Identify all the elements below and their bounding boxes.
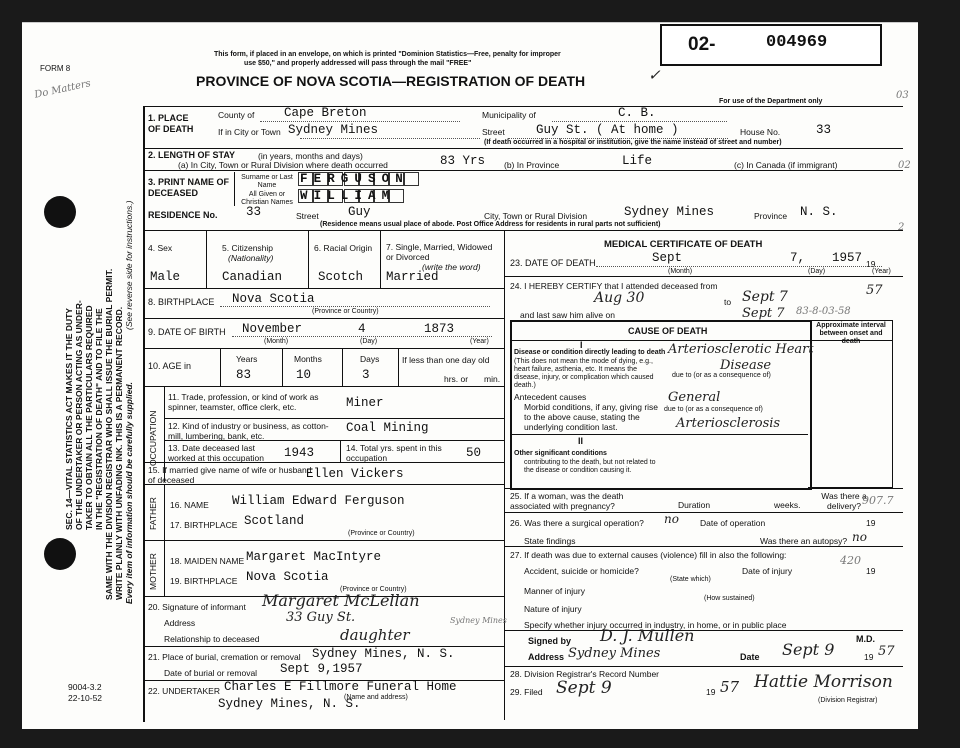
mother-name-label: 18. MAIDEN NAME <box>170 556 245 566</box>
hours-label: hrs. or <box>444 374 469 384</box>
father-name-value: William Edward Ferguson <box>232 494 405 508</box>
mother-birthplace-hint: (Province or Country) <box>340 586 407 593</box>
dob-month: November <box>242 322 303 336</box>
stay-b-label: (b) In Province <box>504 160 560 170</box>
direct-cause-label: Disease or condition directly leading to death <box>514 349 666 356</box>
residence-label: RESIDENCE No. <box>148 210 218 220</box>
form-code-1: 9004-3.2 <box>68 682 102 692</box>
due-to-2: due to (or as a consequence of) <box>664 406 763 413</box>
part-one-label: I <box>580 340 583 350</box>
length-of-stay-label: 2. LENGTH OF STAY <box>148 150 236 160</box>
operation-century: 19 <box>866 518 876 528</box>
citizenship-sub: (Nationality) <box>228 253 274 263</box>
given-names-value: WILLIAM <box>300 189 396 203</box>
residence-street-value: Guy <box>348 205 371 219</box>
autopsy-label: Was there an autopsy? <box>760 536 848 546</box>
last-seen-value: Sept 7 <box>742 306 785 321</box>
registration-number: 004969 <box>766 33 828 52</box>
delivery-note: 907.7 <box>862 494 894 507</box>
marital-label: 7. Single, Married, Widowed or Divorced <box>386 242 493 262</box>
last-worked-value: 1943 <box>284 446 315 460</box>
due-to-1: due to (or as a consequence of) <box>672 372 771 379</box>
dod-year-hint: (Year) <box>872 268 891 275</box>
side-warning-8: (See reverse side for instructions.) <box>124 200 134 330</box>
father-birthplace-value: Scotland <box>244 514 305 528</box>
cause-title: CAUSE OF DEATH <box>628 326 708 336</box>
dob-day-hint: (Day) <box>360 338 378 345</box>
dod-year: 1957 <box>832 251 863 265</box>
industry-value: Coal Mining <box>346 421 429 435</box>
city-value: Sydney Mines <box>288 123 379 137</box>
spouse-value: Ellen Vickers <box>306 467 404 481</box>
print-name-label: 3. PRINT NAME OF DECEASED <box>148 177 230 198</box>
father-birthplace-hint: (Province or Country) <box>348 530 415 537</box>
doctor-date-century: 19 <box>864 652 874 662</box>
envelope-note-1: This form, if placed in an envelope, on which is printed "Dominion Statistics—Free, penalty for improper <box>214 51 561 58</box>
doctor-date-label: Date <box>740 652 760 662</box>
birthplace-value: Nova Scotia <box>232 292 315 306</box>
spouse-label: 15. If married give name of wife or husband of deceased <box>148 465 312 485</box>
burial-date-label: Date of burial or removal <box>164 668 258 678</box>
doctor-address-value: Sydney Mines <box>568 646 661 661</box>
cause-a-value: Arteriosclerotic Heart <box>668 342 814 357</box>
side-warning-3: TAKER TO OBTAIN ALL THE PARTICULARS REQUIRED <box>84 305 94 530</box>
margin-code: 02 <box>898 160 911 171</box>
signed-by-value: D. J. Mullen <box>600 626 695 645</box>
informant-address-town: Sydney Mines <box>450 616 507 625</box>
form-title: PROVINCE OF NOVA SCOTIA—REGISTRATION OF DEATH <box>196 73 586 89</box>
other-conditions-label: Other significant conditions <box>514 450 607 457</box>
findings-label: State findings <box>524 536 576 546</box>
doctor-address-label: Address <box>528 652 565 662</box>
relationship-label: Relationship to deceased <box>164 634 260 644</box>
undertaker-label: 22. UNDERTAKER <box>148 686 220 696</box>
municipality-value: C. B. <box>618 106 656 120</box>
industry-label: 12. Kind of industry or business, as cotton-mill, lumbering, bank, etc. <box>168 421 329 441</box>
informant-address-label: Address <box>164 618 196 628</box>
surgical-label: 26. Was there a surgical operation? <box>510 518 644 528</box>
house-no-value: 33 <box>816 123 832 137</box>
place-of-death-label: 1. PLACE OF DEATH <box>148 113 194 134</box>
undertaker-hint: (Name and address) <box>344 694 408 701</box>
length-of-stay-sub: (in years, months and days) <box>258 151 363 161</box>
trade-value: Miner <box>346 396 384 410</box>
envelope-note-2: use $50," and properly addressed will pass through the mail "FREE" <box>244 60 472 67</box>
dod-month-hint: (Month) <box>668 268 693 275</box>
street-value: Guy St. ( At home ) <box>536 123 679 137</box>
doctor-date-value: Sept 9 <box>782 640 835 659</box>
injury-date-label: Date of injury <box>742 566 793 576</box>
relationship-value: daughter <box>340 626 410 644</box>
father-side-label: FATHER <box>148 497 158 530</box>
weeks-label: weeks. <box>774 500 801 510</box>
occupation-side-label: OCCUPATION <box>148 410 158 466</box>
stay-a-label: (a) In City, Town or Rural Division where death occurred <box>178 160 388 170</box>
form-code-2: 22-10-52 <box>68 693 103 703</box>
last-worked-label: 13. Date deceased last worked at this occupation <box>168 443 264 463</box>
dod-month: Sept <box>652 251 683 265</box>
last-seen-note: 83-8-03-58 <box>796 306 851 317</box>
filed-label: 29. Filed <box>510 687 543 697</box>
other-conditions-desc: contributing to the death, but not related to the disease or condition causing it. <box>524 459 656 474</box>
side-warning-1: SEC. 14—VITAL STATISTICS ACT MAKES IT THE DUTY <box>64 308 74 530</box>
birthplace-label: 8. BIRTHPLACE <box>148 297 215 307</box>
residence-city-label: City, Town or Rural Division <box>484 211 588 221</box>
part-two-label: II <box>578 436 584 446</box>
department-use-note: For use of the Department only <box>719 98 823 105</box>
cause-c-value: Arteriosclerosis <box>676 416 781 431</box>
county-label: County of <box>218 110 255 120</box>
informant-label: 20. Signature of informant <box>148 602 246 612</box>
registration-prefix: 02- <box>688 34 716 55</box>
stay-b-value: Life <box>622 154 653 168</box>
undertaker-value: Charles E Fillmore Funeral Home <box>224 680 457 694</box>
age-days-label: Days <box>360 354 380 364</box>
state-which-hint: (State which) <box>670 576 711 583</box>
stay-a-value: 83 Yrs <box>440 154 486 168</box>
cause-a-value-2: Disease <box>720 358 772 373</box>
mother-birthplace-label: 19. BIRTHPLACE <box>170 576 238 586</box>
father-name-label: 16. NAME <box>170 500 209 510</box>
house-no-label: House No. <box>740 127 781 137</box>
registrar-signature: Hattie Morrison <box>754 672 893 692</box>
citizenship-label: 5. Citizenship <box>222 243 274 253</box>
registrar-hint: (Division Registrar) <box>818 697 878 704</box>
racial-origin-value: Scotch <box>318 270 364 284</box>
registration-number-box <box>660 24 882 66</box>
dob-month-hint: (Month) <box>264 338 289 345</box>
age-months-label: Months <box>294 354 322 364</box>
binder-hole-bottom <box>44 538 76 570</box>
pregnancy-label: 25. If a woman, was the death associated with pregnancy? <box>510 491 624 511</box>
dod-day-hint: (Day) <box>808 268 826 275</box>
antecedent-desc: Morbid conditions, if any, giving rise to the above cause, stating the underlying condition last. <box>524 402 659 432</box>
date-of-death-label: 23. DATE OF DEATH <box>510 258 596 268</box>
province-value: N. S. <box>800 205 838 219</box>
undertaker-address: Sydney Mines, N. S. <box>218 697 361 711</box>
specify-label: Specify whether injury occurred in industry, in home, or in public place <box>524 620 787 630</box>
nature-label: Nature of injury <box>524 604 582 614</box>
residence-city-value: Sydney Mines <box>624 205 715 219</box>
antecedent-label: Antecedent causes <box>514 392 587 402</box>
age-months-value: 10 <box>296 368 312 382</box>
surname-value: FERGUSON <box>300 172 409 186</box>
informant-address-value: 33 Guy St. <box>286 610 356 625</box>
birthplace-hint: (Province or Country) <box>312 308 379 315</box>
dob-label: 9. DATE OF BIRTH <box>148 327 226 337</box>
md-label: M.D. <box>856 634 875 644</box>
age-years-value: 83 <box>236 368 252 382</box>
informant-signature: Margaret McLellan <box>262 591 420 610</box>
less-than-day-label: If less than one day old <box>402 355 490 365</box>
direct-cause-desc: (This does not mean the mode of dying, e.g., heart failure, asthenia, etc. It means the disease, injury, or complication which caused death.) <box>514 358 654 389</box>
dob-year: 1873 <box>424 322 455 336</box>
minutes-label: min. <box>484 374 501 384</box>
code-note: 420 <box>840 554 861 567</box>
burial-date-value: Sept 9,1957 <box>280 662 363 676</box>
racial-origin-label: 6. Racial Origin <box>314 243 373 253</box>
delivery-label: Was there a delivery? <box>821 491 867 511</box>
autopsy-value: no <box>852 530 867 544</box>
burial-place-label: 21. Place of burial, cremation or removal <box>148 652 301 662</box>
form-number: FORM 8 <box>40 64 71 73</box>
certify-label: 24. I HEREBY CERTIFY that I attended deceased from <box>510 281 718 291</box>
side-warning-4: IN THE "REGISTRATION OF DEATH" AND TO FILE THE <box>94 308 104 530</box>
residence-no-value: 33 <box>246 205 262 219</box>
duration-label: Duration <box>678 500 711 510</box>
sex-value: Male <box>150 270 181 284</box>
filed-value: Sept 9 <box>556 678 612 698</box>
doctor-date-year: 57 <box>878 644 895 659</box>
interval-heading: Approximate interval between onset and death <box>816 322 886 345</box>
filed-century: 19 <box>706 687 716 697</box>
province-label: Province <box>754 211 788 221</box>
stay-c-label: (c) In Canada (if immigrant) <box>734 160 838 170</box>
filed-year: 57 <box>720 678 740 696</box>
dob-day: 4 <box>358 322 366 336</box>
accident-label: Accident, suicide or homicide? <box>524 566 639 576</box>
side-warning-5: SAME WITH THE DIVISION REGISTRAR WHO SHALL ISSUE THE BURIAL PERMIT. <box>104 268 114 600</box>
record-number-label: 28. Division Registrar's Record Number <box>510 669 660 679</box>
city-label: If in City or Town <box>218 127 281 137</box>
last-seen-label: and last saw him alive on <box>520 310 615 320</box>
attended-to: Sept 7 <box>742 289 788 305</box>
margin-note: Do Matters <box>33 78 92 101</box>
margin-code: 03 <box>896 90 909 101</box>
street-label: Street <box>482 127 505 137</box>
attended-from: Aug 30 <box>594 290 645 306</box>
mother-birthplace-value: Nova Scotia <box>246 570 329 584</box>
to-label: to <box>724 297 732 307</box>
age-label: 10. AGE in <box>148 361 192 371</box>
age-days-value: 3 <box>362 368 370 382</box>
side-warning-7: Every item of information should be carefully supplied. <box>124 382 134 604</box>
total-years-label: 14. Total yrs. spent in this occupation <box>346 443 442 463</box>
operation-date-label: Date of operation <box>700 518 766 528</box>
citizenship-value: Canadian <box>222 270 283 284</box>
father-birthplace-label: 17. BIRTHPLACE <box>170 520 238 530</box>
hospital-note: (If death occurred in a hospital or institution, give the name instead of street and number) <box>484 139 782 146</box>
age-years-label: Years <box>236 354 258 364</box>
county-value: Cape Breton <box>284 106 367 120</box>
check-mark: ✓ <box>648 66 661 84</box>
mother-name-value: Margaret MacIntyre <box>246 550 382 564</box>
sex-label: 4. Sex <box>148 243 173 253</box>
signed-by-label: Signed by <box>528 636 572 646</box>
total-years-value: 50 <box>466 446 482 460</box>
medical-title: MEDICAL CERTIFICATE OF DEATH <box>604 239 763 250</box>
burial-place-value: Sydney Mines, N. S. <box>312 647 455 661</box>
side-warning-2: OF THE UNDERTAKER OR PERSON ACTING AS UNDER- <box>74 300 84 530</box>
dob-year-hint: (Year) <box>470 338 489 345</box>
residence-street-label: Street <box>296 211 319 221</box>
mother-side-label: MOTHER <box>148 553 158 590</box>
dod-century: 19 <box>866 259 876 269</box>
surgical-value: no <box>664 512 679 526</box>
marital-sub: (write the word) <box>422 262 481 272</box>
cause-b-value: General <box>668 390 721 405</box>
margin-code: 2 <box>898 222 905 233</box>
dod-day: 7, <box>790 251 806 265</box>
manner-label: Manner of injury <box>524 586 585 596</box>
binder-hole-top <box>44 196 76 228</box>
given-names-label: All Given or Christian Names <box>241 191 293 206</box>
side-warning-6: WRITE PLAINLY WITH UNFADING INK. THIS IS A PERMANENT RECORD. <box>114 306 124 600</box>
marital-value: Married <box>386 270 439 284</box>
residence-note: (Residence means usual place of abode. Post Office Address for residents in rural parts not sufficient) <box>320 221 661 228</box>
municipality-label: Municipality of <box>482 110 536 120</box>
external-causes-label: 27. If death was due to external causes (violence) fill in also the following: <box>510 550 787 560</box>
surname-label: Surname or Last Name <box>241 174 293 189</box>
attended-year: 57 <box>866 283 883 298</box>
trade-label: 11. Trade, profession, or kind of work as spinner, teamster, office clerk, etc. <box>168 392 319 412</box>
how-sustained-hint: (How sustained) <box>704 595 755 602</box>
injury-century: 19 <box>866 566 876 576</box>
